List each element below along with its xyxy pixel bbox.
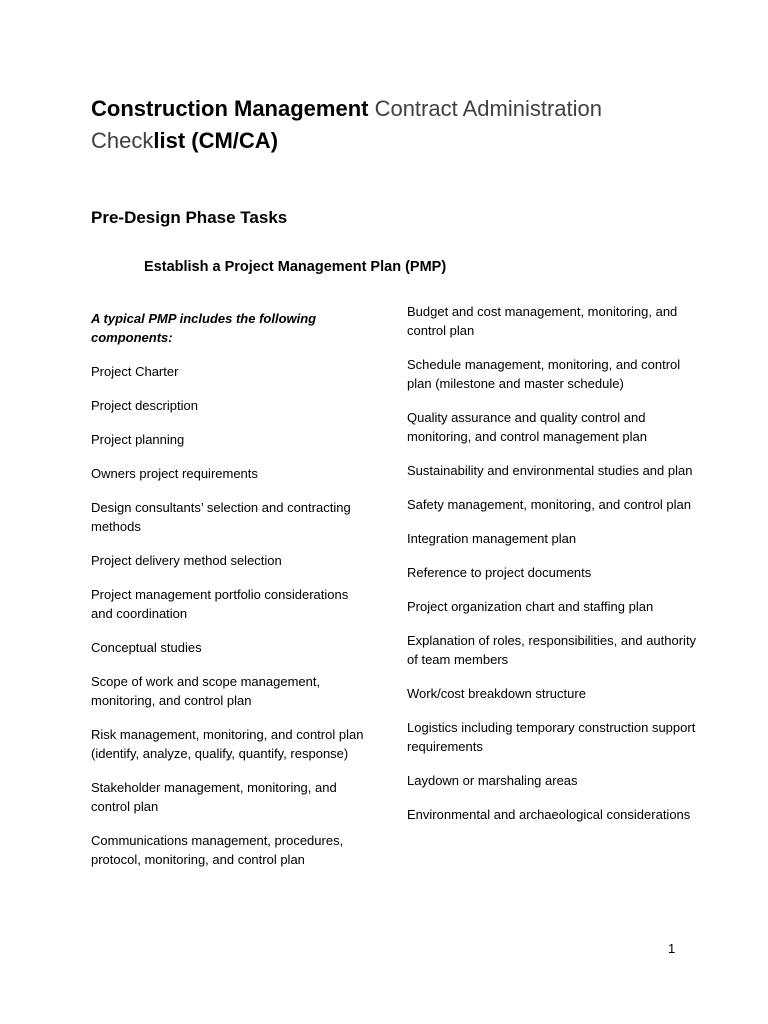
list-item: Quality assurance and quality control and monitoring, and control management plan bbox=[407, 410, 647, 444]
intro-text: A typical PMP includes the following components: bbox=[91, 311, 317, 345]
section-heading: Pre-Design Phase Tasks bbox=[91, 208, 288, 227]
list-item: Project organization chart and staffing plan bbox=[407, 599, 654, 614]
list-item: Environmental and archaeological considerations bbox=[407, 807, 691, 822]
list-item: Integration management plan bbox=[407, 531, 577, 546]
list-item: Work/cost breakdown structure bbox=[407, 686, 586, 701]
list-item: Sustainability and environmental studies and plan bbox=[407, 463, 693, 478]
title-part-4: list bbox=[153, 128, 186, 153]
list-item: Owners project requirements bbox=[91, 466, 258, 481]
list-item: Conceptual studies bbox=[91, 640, 202, 655]
title-part-3: Check bbox=[91, 128, 154, 153]
page-number: 1 bbox=[668, 941, 676, 956]
list-item: Project delivery method selection bbox=[91, 553, 282, 568]
list-item: Project management portfolio considerations and coordination bbox=[91, 587, 349, 621]
list-item: Risk management, monitoring, and control plan (identify, analyze, qualify, quantify, response) bbox=[91, 727, 364, 761]
left-column bbox=[91, 309, 371, 884]
list-item: Laydown or marshaling areas bbox=[407, 773, 578, 788]
list-item: Safety management, monitoring, and control plan bbox=[407, 497, 692, 512]
list-item: Explanation of roles, responsibilities, and authority of team members bbox=[407, 633, 697, 667]
title-part-2: Contract Administration bbox=[374, 96, 603, 121]
title-part-1: Construction Management bbox=[91, 96, 375, 121]
list-item: Project planning bbox=[91, 432, 185, 447]
list-item: Stakeholder management, monitoring, and control plan bbox=[91, 780, 337, 814]
list-item: Reference to project documents bbox=[407, 565, 592, 580]
list-item: Budget and cost management, monitoring, and control plan bbox=[407, 304, 678, 338]
list-item: Communications management, procedures, protocol, monitoring, and control plan bbox=[91, 833, 344, 867]
list-item: Schedule management, monitoring, and control plan (milestone and master schedule) bbox=[407, 357, 681, 391]
list-item: Scope of work and scope management, monitoring, and control plan bbox=[91, 674, 321, 708]
title-part-5: (CM/CA) bbox=[185, 128, 279, 153]
list-item: Design consultants’ selection and contracting methods bbox=[91, 500, 351, 534]
list-item: Project description bbox=[91, 398, 198, 413]
right-column bbox=[407, 302, 697, 839]
list-item: Logistics including temporary construction support requirements bbox=[407, 720, 696, 754]
document-title bbox=[91, 93, 691, 157]
list-item: Project Charter bbox=[91, 364, 179, 379]
subheading: Establish a Project Management Plan (PMP) bbox=[144, 259, 447, 275]
